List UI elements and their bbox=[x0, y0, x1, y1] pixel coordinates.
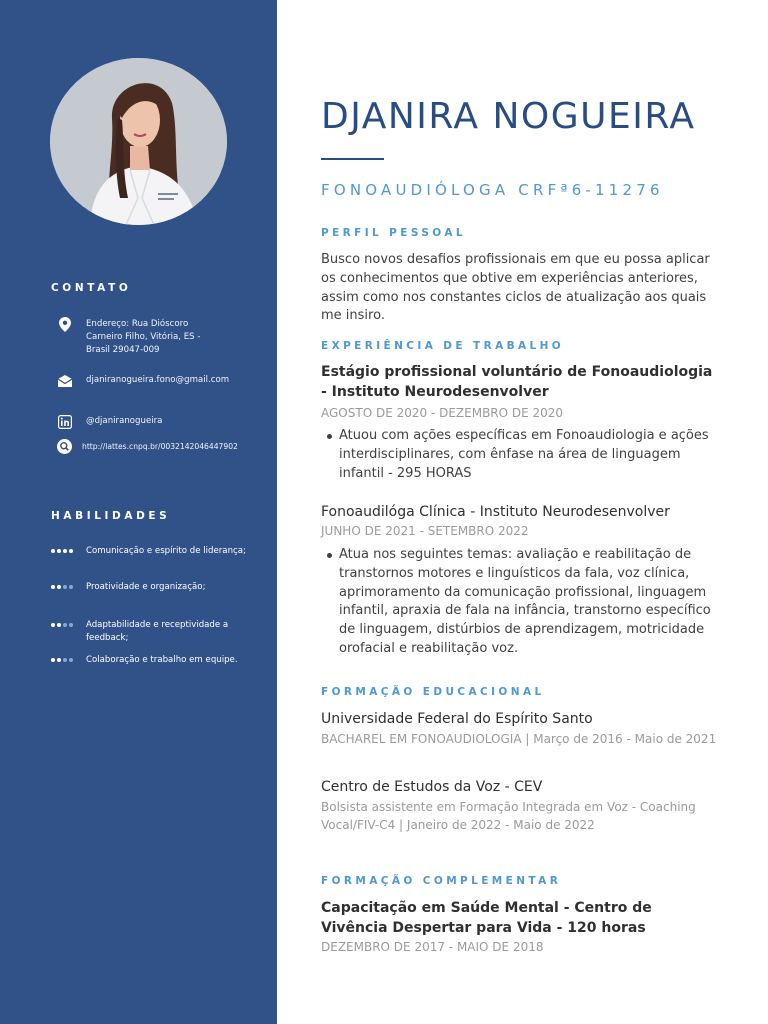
complementary-title: Capacitação em Saúde Mental - Centro de Vivência Despertar para Vida - 120 horas bbox=[321, 900, 652, 936]
skill-dot bbox=[51, 585, 55, 589]
education-heading: FORMAÇÃO EDUCACIONAL bbox=[321, 686, 545, 698]
address-line: Endereço: Rua Dióscoro bbox=[86, 319, 189, 329]
profile-text: Busco novos desafios profissionais em que eu possa aplicar os conhecimentos que obtive em experiências anteriores, assim como nos constantes ciclos de atualização aos quais me insiro. bbox=[321, 252, 710, 324]
sidebar bbox=[0, 0, 277, 1024]
skill-dot bbox=[63, 623, 67, 627]
linkedin-text[interactable]: @djaniranogueira bbox=[86, 416, 163, 426]
skill-level-dots bbox=[51, 658, 73, 662]
job-title: Fonoaudilóga Clínica - Instituto Neurodesenvolver bbox=[321, 504, 670, 520]
skill-label: Adaptabilidade e receptividade a feedback; bbox=[86, 620, 229, 643]
skills-heading: HABILIDADES bbox=[51, 510, 171, 522]
address-line: Carneiro Filho, Vitória, ES - bbox=[86, 332, 201, 342]
skill-dot bbox=[63, 658, 67, 662]
education-detail: BACHAREL EM FONOAUDIOLOGIA | Março de 2016 - Maio de 2021 bbox=[321, 732, 717, 746]
complementary-dates: DEZEMBRO DE 2017 - MAIO DE 2018 bbox=[321, 940, 544, 954]
skill-level-dots bbox=[51, 549, 73, 553]
skill-dot bbox=[69, 585, 73, 589]
skill-dot bbox=[69, 658, 73, 662]
skill-label: Colaboração e trabalho em equipe. bbox=[86, 655, 238, 665]
skill-label: Proatividade e organização; bbox=[86, 582, 206, 592]
skill-label: Comunicação e espírito de liderança; bbox=[86, 546, 246, 556]
skill-dot bbox=[51, 623, 55, 627]
profile-photo bbox=[50, 58, 227, 225]
job-description: Atua nos seguintes temas: avaliação e reabilitação de transtornos motores e linguísticos da fala, voz clínica, aprimoramento da comunicação profissional, linguagem infantil, apraxia de fala na infância, transtorno específico de linguagem, distúrbios de aprendizagem, motricidade orofacial e reabilitação voz. bbox=[321, 546, 716, 659]
search-globe-icon bbox=[57, 439, 72, 454]
skill-dot bbox=[57, 549, 61, 553]
linkedin-icon bbox=[57, 414, 72, 429]
job-title: Estágio profissional voluntário de Fonoaudiologia - Instituto Neurodesenvolver bbox=[321, 364, 713, 400]
contact-address-text bbox=[86, 318, 200, 357]
job-description: Atuou com ações específicas em Fonoaudiologia e ações interdisciplinares, com ênfase na área de linguagem infantil - 295 HORAS bbox=[321, 427, 716, 483]
job-dates: JUNHO DE 2021 - SETEMBRO 2022 bbox=[321, 524, 529, 538]
email-text[interactable]: djaniranogueira.fono@gmail.com bbox=[86, 375, 230, 385]
job-dates: AGOSTO DE 2020 - DEZEMBRO DE 2020 bbox=[321, 406, 564, 420]
location-pin-icon bbox=[57, 317, 72, 332]
education-title: Centro de Estudos da Voz - CEV bbox=[321, 779, 543, 795]
skill-dot bbox=[51, 549, 55, 553]
skill-dot bbox=[57, 658, 61, 662]
education-detail: Bolsista assistente em Formação Integrada em Voz - Coaching Vocal/FIV-C4 | Janeiro de 2022 - Maio de 2022 bbox=[321, 800, 696, 832]
skill-dot bbox=[57, 623, 61, 627]
experience-heading: EXPERIÊNCIA DE TRABALHO bbox=[321, 340, 565, 352]
skill-dot bbox=[69, 549, 73, 553]
person-name: DJANIRA NOGUEIRA bbox=[321, 96, 696, 137]
skill-dot bbox=[57, 585, 61, 589]
email-icon bbox=[57, 373, 72, 388]
skill-dot bbox=[69, 623, 73, 627]
profile-heading: PERFIL PESSOAL bbox=[321, 227, 466, 239]
address-line: Brasil 29047-009 bbox=[86, 345, 160, 355]
skill-dot bbox=[63, 549, 67, 553]
skill-dot bbox=[63, 585, 67, 589]
contact-heading: CONTATO bbox=[51, 282, 132, 294]
skill-level-dots bbox=[51, 623, 73, 627]
name-divider bbox=[321, 158, 384, 160]
professional-title: FONOAUDIÓLOGA CRFª6-11276 bbox=[321, 181, 664, 199]
skill-level-dots bbox=[51, 585, 73, 589]
complementary-heading: FORMAÇÃO COMPLEMENTAR bbox=[321, 875, 562, 887]
education-title: Universidade Federal do Espírito Santo bbox=[321, 711, 593, 727]
lattes-url[interactable]: http://lattes.cnpq.br/0032142046447902 bbox=[82, 442, 238, 451]
skill-dot bbox=[51, 658, 55, 662]
